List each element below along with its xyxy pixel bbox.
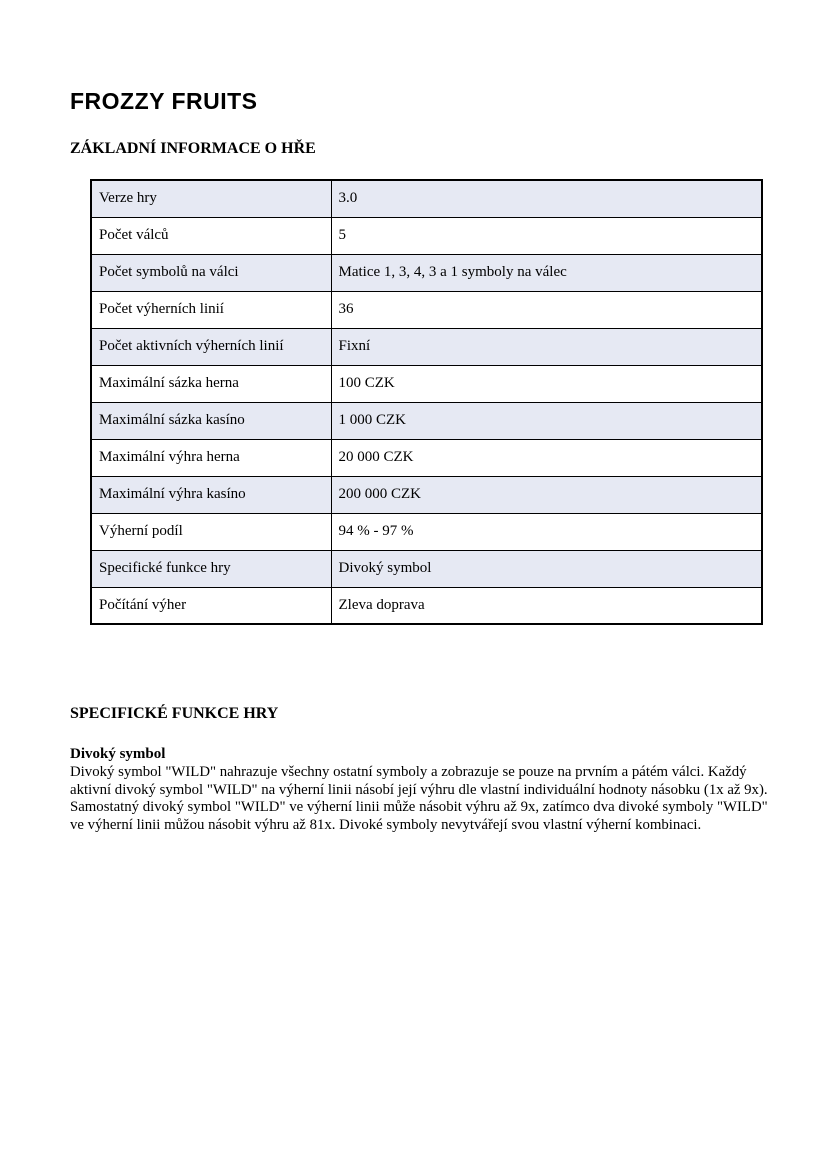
table-row bbox=[91, 513, 762, 550]
row-label: Maximální výhra kasíno bbox=[91, 476, 331, 513]
row-label: Specifické funkce hry bbox=[91, 550, 331, 587]
section-heading-basic-info: ZÁKLADNÍ INFORMACE O HŘE bbox=[70, 140, 316, 157]
row-label: Výherní podíl bbox=[91, 513, 331, 550]
row-label: Počítání výher bbox=[91, 587, 331, 624]
table-row bbox=[91, 365, 762, 402]
row-value: 94 % - 97 % bbox=[331, 513, 762, 550]
game-info-table bbox=[90, 179, 763, 625]
row-value: Divoký symbol bbox=[331, 550, 762, 587]
table-row bbox=[91, 328, 762, 365]
table-row bbox=[91, 587, 762, 624]
row-value: 1 000 CZK bbox=[331, 402, 762, 439]
table-row bbox=[91, 291, 762, 328]
row-label: Maximální sázka herna bbox=[91, 365, 331, 402]
table-row bbox=[91, 476, 762, 513]
row-value: Zleva doprava bbox=[331, 587, 762, 624]
row-value: Fixní bbox=[331, 328, 762, 365]
row-label: Počet aktivních výherních linií bbox=[91, 328, 331, 365]
section-heading-specific-functions: SPECIFICKÉ FUNKCE HRY bbox=[70, 705, 279, 722]
table-row bbox=[91, 180, 762, 217]
row-label: Počet symbolů na válci bbox=[91, 254, 331, 291]
row-value: 3.0 bbox=[331, 180, 762, 217]
row-label: Počet výherních linií bbox=[91, 291, 331, 328]
row-value: 20 000 CZK bbox=[331, 439, 762, 476]
row-label: Počet válců bbox=[91, 217, 331, 254]
row-value: Matice 1, 3, 4, 3 a 1 symboly na válec bbox=[331, 254, 762, 291]
row-label: Verze hry bbox=[91, 180, 331, 217]
row-label: Maximální výhra herna bbox=[91, 439, 331, 476]
page-title: FROZZY FRUITS bbox=[70, 88, 258, 114]
row-value: 5 bbox=[331, 217, 762, 254]
row-value: 200 000 CZK bbox=[331, 476, 762, 513]
row-label: Maximální sázka kasíno bbox=[91, 402, 331, 439]
table-row bbox=[91, 254, 762, 291]
row-value: 36 bbox=[331, 291, 762, 328]
wild-symbol-description: Divoký symbol "WILD" nahrazuje všechny ostatní symboly a zobrazuje se pouze na prvním a pátém válci. Každý aktivní divoký symbol "WILD" na výherní linii násobí její výhru dle vlastní individuální hodnoty násobku (1x až 9x). Samostatný divoký symbol "WILD" ve výherní linii může násobit výhru až 9x, zatímco dva divoké symboly "WILD" ve výherní linii můžou násobit výhru až 81x. Divoké symboly nevytvářejí svou vlastní výherní kombinaci. bbox=[70, 764, 768, 833]
table-row bbox=[91, 439, 762, 476]
sub-heading-wild-symbol: Divoký symbol bbox=[70, 746, 166, 762]
table-row bbox=[91, 402, 762, 439]
row-value: 100 CZK bbox=[331, 365, 762, 402]
table-row bbox=[91, 217, 762, 254]
table-row bbox=[91, 550, 762, 587]
